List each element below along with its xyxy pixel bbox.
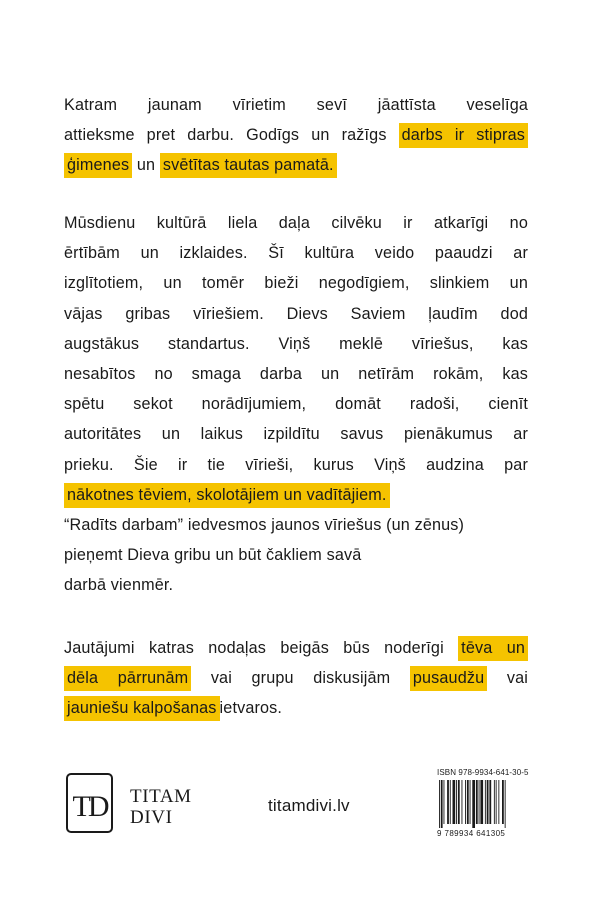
text-line: spētu sekot norādījumiem, domāt radoši, cienīt	[64, 395, 528, 414]
text-line	[64, 480, 528, 510]
text-line: prieku. Šie ir tie vīrieši, kurus Viņš audzina par	[64, 455, 528, 474]
barcode-bar	[441, 780, 443, 828]
isbn-label: ISBN 978-9934-641-30-5	[437, 768, 529, 777]
barcode-bar	[453, 780, 456, 824]
text-line	[64, 120, 528, 150]
barcode-icon	[437, 780, 533, 828]
barcode-bar	[467, 780, 469, 824]
text-plain: un	[136, 156, 156, 175]
publisher-name	[130, 786, 192, 828]
barcode-bar	[487, 780, 489, 824]
publisher-name-line: DIVI	[130, 807, 173, 828]
text-plain: vai	[506, 669, 528, 688]
barcode-bar	[494, 780, 495, 824]
barcode-bar	[456, 780, 457, 824]
text-plain: ietvaros.	[219, 699, 283, 718]
publisher-website[interactable]: titamdivi.lv	[268, 796, 350, 815]
highlighted-text: ģimenes	[64, 153, 132, 178]
text-line	[64, 150, 528, 180]
text-line: “Radīts darbam” iedvesmos jaunos vīriešus (un zēnus)	[64, 515, 465, 534]
intro-paragraph	[64, 90, 528, 181]
highlighted-text: jauniešu kalpošanas	[64, 696, 220, 721]
barcode-bar	[502, 780, 504, 824]
publisher-logo	[66, 773, 113, 833]
text-line	[64, 633, 528, 663]
barcode-bar	[458, 780, 460, 824]
text-plain: attieksme pret darbu. Godīgs un ražīgs	[64, 126, 387, 145]
barcode-bar	[465, 780, 466, 824]
text-line: Mūsdienu kultūrā liela daļa cilvēku ir atkarīgi no	[64, 214, 528, 232]
barcode-bar	[462, 780, 463, 824]
highlighted-text: darbs ir stipras	[399, 123, 528, 148]
text-line: vājas gribas vīriešiem. Dievs Saviem ļaudīm dod	[64, 304, 528, 323]
text-line	[64, 663, 528, 693]
barcode-bar	[444, 780, 445, 824]
barcode-bar	[472, 780, 475, 828]
barcode-bar	[480, 780, 483, 824]
barcode-bar	[498, 780, 499, 824]
text-line: izglītotiem, un tomēr bieži negodīgiem, slinkiem un	[64, 274, 528, 293]
text-plain: vai grupu diskusijām	[210, 669, 391, 688]
text-line: pieņemt Dieva gribu un būt čakliem savā	[64, 546, 362, 565]
barcode-bar	[505, 780, 506, 828]
barcode-bar	[479, 780, 480, 824]
highlighted-text: dēla pārrunām	[64, 666, 191, 691]
barcode-bar	[489, 780, 491, 824]
monogram-text: TD	[72, 790, 107, 823]
barcode-number: 9 789934 641305	[437, 829, 506, 838]
highlighted-text: nākotnes tēviem, skolotājiem un vadītājiem.	[64, 483, 390, 508]
barcode-bar	[476, 780, 478, 824]
text-line: augstākus standartus. Viņš meklē vīriešus, kas	[64, 334, 528, 353]
highlighted-text: tēva un	[458, 636, 528, 661]
highlighted-text: svētītas tautas pamatā.	[160, 153, 337, 178]
highlighted-text: pusaudžu	[410, 666, 487, 691]
text-line: darbā vienmēr.	[64, 576, 174, 595]
publisher-name-line: TITAM	[130, 786, 192, 807]
barcode-bar	[496, 780, 497, 824]
text-line: nesabītos no smaga darba un netīrām rokām, kas	[64, 364, 528, 383]
barcode-bar	[450, 780, 451, 824]
text-line: Katram jaunam vīrietim sevī jāattīsta veselīga	[64, 96, 528, 114]
td-monogram-icon	[68, 775, 111, 831]
barcode-bar	[470, 780, 471, 824]
barcode-bar	[439, 780, 440, 828]
text-line	[64, 693, 528, 723]
text-line: ērtībām un izklaides. Šī kultūra veido paaudzi ar	[64, 244, 528, 263]
barcode-bar	[447, 780, 449, 824]
text-plain: Jautājumi katras nodaļas beigās būs noderīgi	[64, 639, 444, 657]
text-line: autoritātes un laikus izpildītu savus pienākumus ar	[64, 425, 528, 444]
barcode-bar	[485, 780, 486, 824]
body-paragraph	[64, 208, 528, 600]
closing-paragraph	[64, 633, 528, 724]
